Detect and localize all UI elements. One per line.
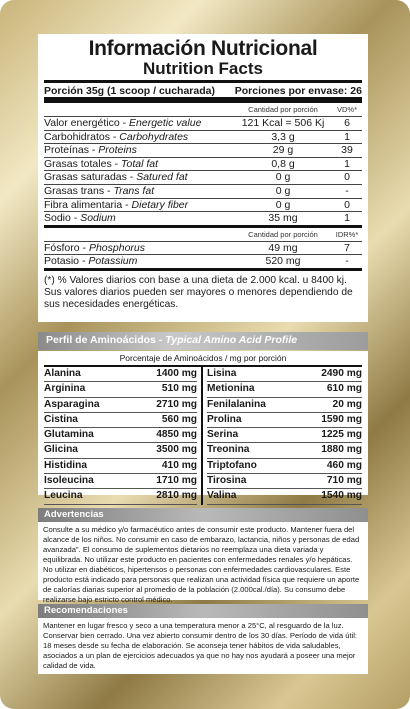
amino-name: Lisina xyxy=(207,368,237,379)
nutrient-row xyxy=(44,184,362,198)
amino-value: 2490 mg xyxy=(321,368,362,379)
amino-row xyxy=(207,474,362,489)
nutrient-row xyxy=(44,241,362,255)
amino-value: 410 mg xyxy=(161,459,197,471)
nutrition-rows xyxy=(44,116,362,225)
amino-value: 2810 mg xyxy=(156,490,197,502)
amino-name: Cistina xyxy=(44,413,78,425)
nutrient-vd: 1 xyxy=(344,212,350,225)
nutrient-vd: 0 xyxy=(344,198,350,211)
nutrient-row xyxy=(44,211,362,225)
nutrient-amount: 0 g xyxy=(275,198,291,211)
amino-value: 3500 mg xyxy=(156,444,197,456)
amino-value: 1710 mg xyxy=(156,475,197,487)
nutrient-row xyxy=(44,157,362,171)
vd-header: VD%* xyxy=(336,105,357,114)
amino-row xyxy=(44,459,197,474)
nutrient-name: Potasio - Potassium xyxy=(44,255,138,268)
amino-row xyxy=(44,382,197,397)
amino-name: Arginina xyxy=(44,383,86,395)
amino-value: 1880 mg xyxy=(321,444,362,456)
nutrient-name: Grasas saturadas - Satured fat xyxy=(44,171,188,184)
amino-row xyxy=(207,367,362,382)
amino-title-en: Typical Amino Acid Profile xyxy=(165,334,298,346)
nutrient-amount: 520 mg xyxy=(265,255,301,268)
amino-value: 510 mg xyxy=(161,383,197,395)
amino-name: Glutamina xyxy=(44,429,94,441)
amino-row xyxy=(44,413,197,428)
recommendations-title: Recomendaciones xyxy=(38,604,368,618)
amino-name: Serina xyxy=(207,429,239,441)
amino-row xyxy=(44,443,197,458)
nutrition-facts-panel xyxy=(38,34,368,322)
nutrient-vd: 6 xyxy=(344,117,350,129)
amino-row xyxy=(44,474,197,489)
amino-row xyxy=(207,489,362,504)
nutrient-row xyxy=(44,143,362,157)
amino-name: Glicina xyxy=(44,444,78,456)
warnings-title: Advertencias xyxy=(38,508,368,522)
nutrient-name: Carbohidratos - Carbohydrates xyxy=(44,130,189,143)
nutrient-amount: 0 g xyxy=(275,184,291,197)
minerals-header xyxy=(44,225,362,241)
amino-name: Triptofano xyxy=(207,459,257,471)
nutrient-vd: 1 xyxy=(344,157,350,170)
amino-value: 1590 mg xyxy=(321,413,362,425)
amino-name: Metionina xyxy=(207,383,255,395)
amino-value: 560 mg xyxy=(161,413,197,425)
amino-row xyxy=(44,489,197,504)
amino-name: Prolina xyxy=(207,413,242,425)
nutrient-name: Grasas totales - Total fat xyxy=(44,157,159,170)
nutrient-amount: 0,8 g xyxy=(271,157,295,170)
nutrient-amount: 0 g xyxy=(275,171,291,184)
amino-value: 1225 mg xyxy=(321,429,362,441)
amino-name: Leucina xyxy=(44,490,83,502)
nutrient-vd: - xyxy=(345,184,349,197)
amino-name: Asparagina xyxy=(44,398,100,410)
amino-row xyxy=(207,459,362,474)
nutrient-row xyxy=(44,170,362,184)
recommendations-text: Mantener en lugar fresco y seco a una temperatura menor a 25°C, al resguardo de la luz. Conservar bien cerrado. Una vez abierto consumir dentro de los 30 días. Período de vida útil: 18 meses desde su fecha de elaboración. Se aconseja tener hábitos de vida saludables, asociados a un plan de ejercicios adecuados ya que no hay nos ayudará a poseer una mejor calidad de vida. xyxy=(38,618,368,674)
nutrient-vd: 7 xyxy=(344,241,350,254)
nutrient-row xyxy=(44,254,362,268)
nutrient-name: Grasas trans - Trans fat xyxy=(44,184,155,197)
nutrient-row xyxy=(44,130,362,144)
mineral-rows xyxy=(44,241,362,268)
nutrition-header xyxy=(44,97,362,116)
serving-size: Porción 35g (1 scoop / cucharada) xyxy=(44,85,215,97)
amino-title-es: Perfil de Aminoácidos xyxy=(46,334,156,346)
amino-value: 610 mg xyxy=(326,383,362,395)
nutrient-amount: 3,3 g xyxy=(271,130,295,143)
amino-row xyxy=(207,443,362,458)
nutrient-amount: 29 g xyxy=(272,144,294,157)
nutrient-name: Fibra alimentaria - Dietary fiber xyxy=(44,198,189,211)
amino-row xyxy=(207,382,362,397)
amino-row xyxy=(207,428,362,443)
amount-header: Cantidad por porción xyxy=(248,105,318,114)
nutrient-name: Sodio - Sodium xyxy=(44,212,116,225)
title-english: Nutrition Facts xyxy=(143,59,263,78)
amino-right-column xyxy=(203,367,362,505)
nutrient-name: Proteínas - Proteins xyxy=(44,144,137,157)
amino-value: 4850 mg xyxy=(156,429,197,441)
amino-subtitle: Porcentaje de Aminoácidos / mg por porción xyxy=(44,351,362,367)
nutrient-name: Valor energético - Energetic value xyxy=(44,117,202,129)
nutrient-name: Fósforo - Phosphorus xyxy=(44,241,145,254)
nutrient-row xyxy=(44,116,362,130)
amino-row xyxy=(207,413,362,428)
amino-row xyxy=(44,398,197,413)
amino-value: 1540 mg xyxy=(321,490,362,502)
daily-value-footnote: (*) % Valores diarios con base a una dieta de 2.000 kcal. u 8400 kj. Sus valores diarios pueden ser mayores o menores dependiendo de sus necesidades energéticas. xyxy=(44,268,362,311)
amino-left-column xyxy=(44,367,203,505)
nutrient-amount: 49 mg xyxy=(268,241,298,254)
title-spanish: Información Nutricional xyxy=(88,37,318,60)
amino-value: 710 mg xyxy=(326,475,362,487)
amino-value: 1400 mg xyxy=(156,368,197,379)
amino-value: 20 mg xyxy=(332,398,362,410)
nutrient-amount: 121 Kcal = 506 Kj xyxy=(241,117,325,129)
nutrient-amount: 35 mg xyxy=(268,212,298,225)
nutrient-vd: 0 xyxy=(344,171,350,184)
serving-info xyxy=(44,80,362,97)
amino-value: 460 mg xyxy=(326,459,362,471)
nutrient-vd: 1 xyxy=(344,130,350,143)
amino-name: Histidina xyxy=(44,459,88,471)
amino-name: Treonina xyxy=(207,444,250,456)
amount-header-2: Cantidad por porción xyxy=(248,229,318,239)
amino-row xyxy=(44,367,197,382)
amino-row xyxy=(207,398,362,413)
amino-name: Tirosina xyxy=(207,475,247,487)
nutrient-row xyxy=(44,198,362,212)
amino-value: 2710 mg xyxy=(156,398,197,410)
warnings-text: Consulte a su médico y/o farmacéutico antes de consumir este producto. Mantener fuera del alcance de los niños. No consumir en caso de embarazo, lactancia, niños y personas de edad avanzada". El consumo de suplementos dietarios no reemplaza una dieta variada y equilibrada. No utilizar este producto en pacientes con enfermedades renales y/o hepáticas. No utilizar en diabéticos, hipertensos o personas con enfermedades cardiovasculares. Este producto está indicado para personas que realizan una actividad física que requiere un aporte de calorías diarias superior al promedio de la población (2.000cal./día). Su consumo debe realizarse bajo estricto control médico. xyxy=(38,522,368,600)
amino-panel xyxy=(38,351,368,502)
amino-name: Fenilalanina xyxy=(207,398,266,410)
nutrient-vd: 39 xyxy=(341,144,353,157)
amino-name: Isoleucina xyxy=(44,475,94,487)
nutrient-vd: - xyxy=(345,255,349,268)
servings-per-container: Porciones por envase: 26 xyxy=(234,85,362,97)
amino-title-bar: Perfil de Aminoácidos - Typical Amino Acid Profile xyxy=(38,332,368,350)
amino-row xyxy=(44,428,197,443)
amino-name: Valina xyxy=(207,490,237,502)
idr-header: IDR%* xyxy=(335,229,359,239)
amino-name: Alanina xyxy=(44,368,81,379)
